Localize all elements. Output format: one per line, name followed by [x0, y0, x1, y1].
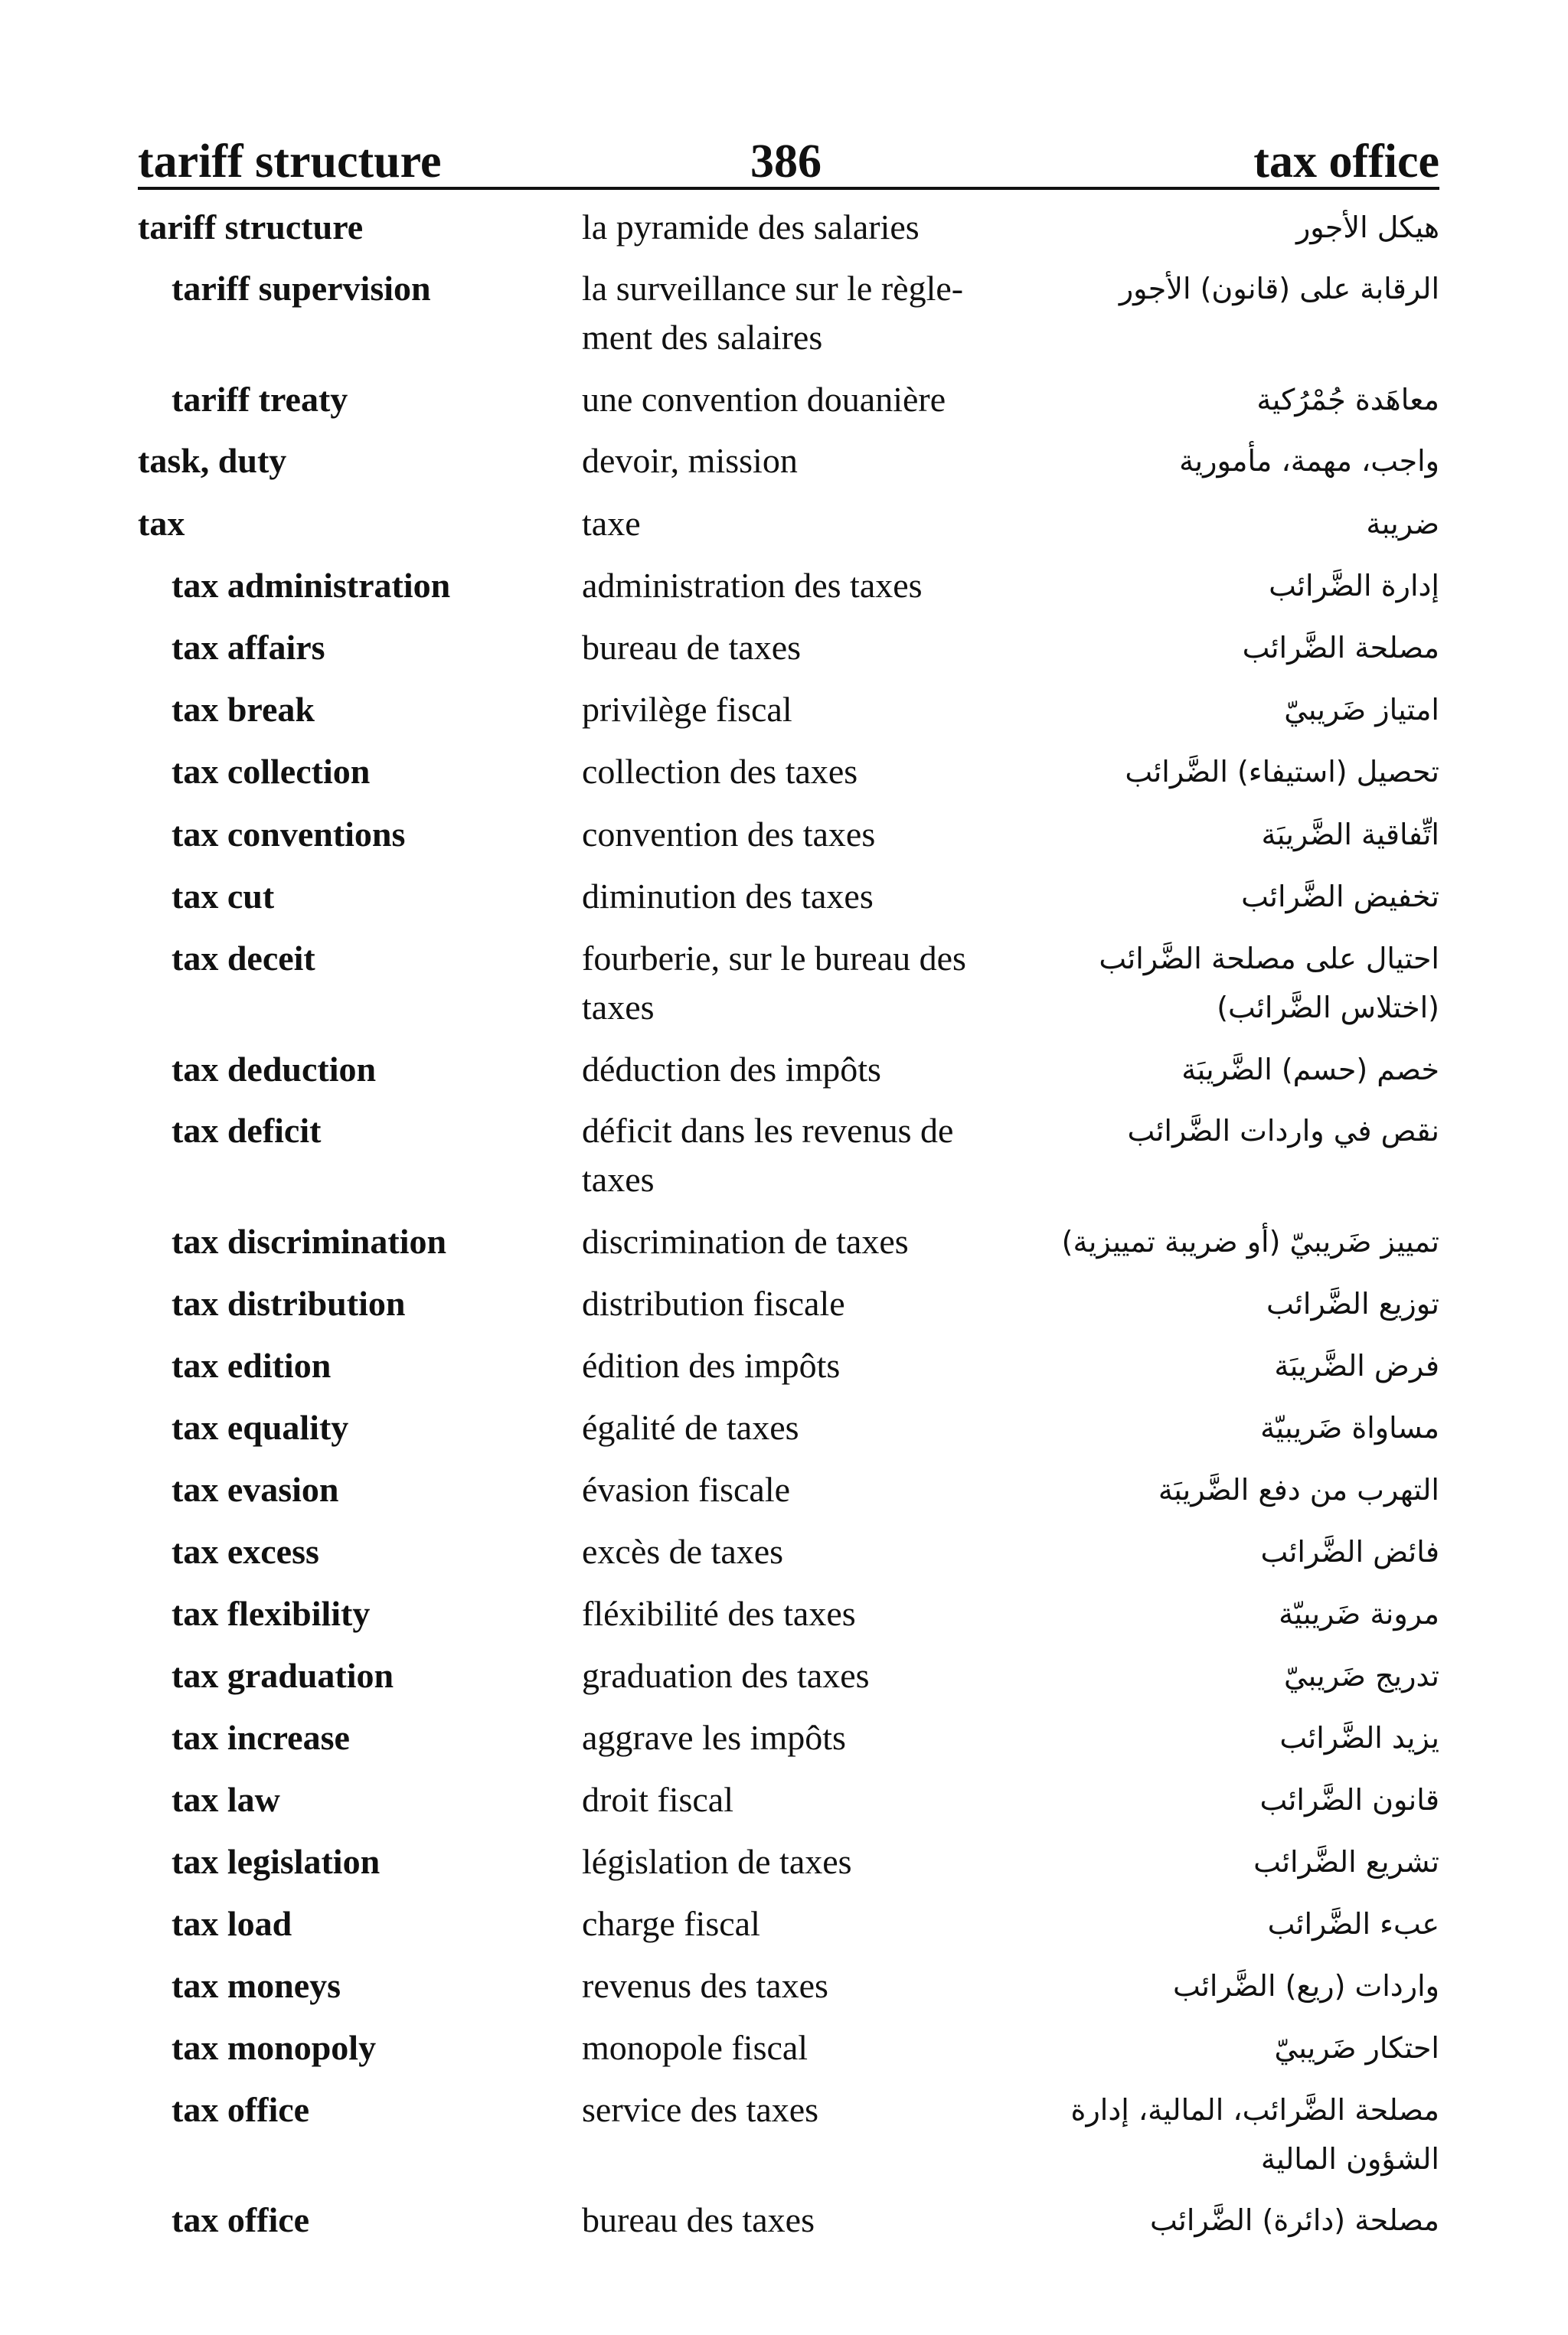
header-last-headword: tax office	[1253, 136, 1439, 188]
entry-french-term: bureau de taxes	[582, 628, 802, 667]
entry-english-term: tax cut	[172, 877, 275, 916]
entry-english-term: tax break	[172, 690, 315, 729]
entry-french-term: une convention douanière	[582, 380, 946, 419]
entry-french-term: égalité de taxes	[582, 1408, 799, 1447]
entry-english-term: tax conventions	[172, 815, 406, 854]
entry-french-term: aggrave les impôts	[582, 1718, 846, 1757]
entry-english-term: tariff structure	[138, 207, 364, 247]
running-header	[138, 129, 1439, 190]
entry-english-term: tax affairs	[172, 628, 325, 667]
entry-arabic-term: تخفيض الضَّرائب	[1241, 880, 1439, 913]
entry-arabic-term: مساواة ضَريبيّة	[1260, 1411, 1439, 1445]
entry-french-term: fléxibilité des taxes	[582, 1594, 856, 1633]
entry-english-term: tax deficit	[172, 1111, 322, 1150]
entry-french-term: devoir, mission	[582, 441, 798, 480]
entry-english-term: tax office	[172, 2090, 310, 2129]
entry-french-term: édition des impôts	[582, 1346, 841, 1385]
entry-english-term: tax collection	[172, 752, 371, 791]
entry-french-term: privilège fiscal	[582, 690, 792, 729]
entry-arabic-term: معاهَدة جُمْرُكية	[1256, 383, 1439, 416]
entry-arabic-term: فائض الضَّرائب	[1260, 1535, 1439, 1569]
entry-french-term: droit fiscal	[582, 1780, 733, 1819]
entry-arabic-term: واردات (ريع) الضَّرائب	[1173, 1969, 1439, 2003]
entry-french-term: graduation des taxes	[582, 1656, 870, 1695]
entry-arabic-term: إدارة الضَّرائب	[1269, 569, 1439, 603]
entry-arabic-term: نقص في واردات الضَّرائب	[1127, 1114, 1439, 1148]
entry-french-term: la surveillance sur le règle-ment des salaires	[582, 269, 964, 357]
entry-arabic-term: احتيال على مصلحة الضَّرائب (اختلاس الضَّرائب)	[1099, 942, 1439, 1024]
entry-arabic-term: قانون الضَّرائب	[1259, 1783, 1439, 1817]
entry-english-term: tax increase	[172, 1718, 350, 1757]
entry-arabic-term: عبء الضَّرائب	[1267, 1907, 1439, 1941]
entry-english-term: task, duty	[138, 441, 287, 480]
entry-arabic-term: هيكل الأجور	[1295, 211, 1439, 244]
entry-english-term: tax excess	[172, 1532, 319, 1571]
entry-english-term: tax discrimination	[172, 1222, 447, 1261]
entry-english-term: tax monopoly	[172, 2028, 377, 2067]
entry-arabic-term: تحصيل (استيفاء) الضَّرائب	[1125, 755, 1439, 789]
page-number: 386	[750, 136, 822, 188]
header-first-headword: tariff structure	[138, 136, 442, 188]
entry-english-term: tax legislation	[172, 1842, 381, 1881]
entry-english-term: tax equality	[172, 1408, 349, 1447]
entry-french-term: déduction des impôts	[582, 1050, 881, 1089]
entry-french-term: fourberie, sur le bureau des taxes	[582, 939, 966, 1027]
entry-arabic-term: تشريع الضَّرائب	[1253, 1845, 1439, 1879]
entry-arabic-term: احتكار ضَريبيّ	[1274, 2031, 1439, 2065]
entry-french-term: évasion fiscale	[582, 1470, 791, 1509]
entry-english-term: tax evasion	[172, 1470, 339, 1509]
entry-english-term: tax load	[172, 1904, 292, 1943]
entry-french-term: convention des taxes	[582, 815, 876, 854]
entry-french-term: législation de taxes	[582, 1842, 852, 1881]
entry-french-term: excès de taxes	[582, 1532, 784, 1571]
entry-arabic-term: مرونة ضَريبيّة	[1279, 1597, 1439, 1631]
entry-arabic-term: تمييز ضَريبيّ (أو ضريبة تمييزية)	[1061, 1225, 1439, 1259]
entry-english-term: tax flexibility	[172, 1594, 371, 1633]
entry-arabic-term: ضريبة	[1366, 507, 1439, 540]
entry-french-term: collection des taxes	[582, 752, 858, 791]
entry-english-term: tax deceit	[172, 939, 315, 978]
entry-french-term: diminution des taxes	[582, 877, 874, 916]
entry-english-term: tax edition	[172, 1346, 332, 1385]
entry-english-term: tax moneys	[172, 1966, 341, 2005]
entry-arabic-term: يزيد الضَّرائب	[1279, 1721, 1439, 1755]
entry-french-term: déficit dans les revenus de taxes	[582, 1111, 954, 1199]
entry-arabic-term: تدريج ضَريبيّ	[1283, 1659, 1439, 1693]
entry-arabic-term: اتِّفاقية الضَّريبَة	[1261, 818, 1439, 851]
entry-arabic-term: التهرب من دفع الضَّريبَة	[1158, 1473, 1439, 1507]
entry-french-term: distribution fiscale	[582, 1284, 845, 1323]
entry-arabic-term: توزيع الضَّرائب	[1266, 1287, 1439, 1321]
entry-french-term: administration des taxes	[582, 566, 923, 605]
entry-english-term: tax administration	[172, 566, 451, 605]
entry-arabic-term: الرقابة على (قانون) الأجور	[1119, 272, 1439, 305]
entry-english-term: tax graduation	[172, 1656, 394, 1695]
entry-english-term: tax law	[172, 1780, 280, 1819]
entry-arabic-term: فرض الضَّريبَة	[1274, 1349, 1439, 1383]
entry-arabic-term: واجب، مهمة، مأمورية	[1179, 444, 1439, 478]
entry-french-term: la pyramide des salaries	[582, 207, 920, 247]
entry-french-term: bureau des taxes	[582, 2200, 815, 2239]
entry-french-term: discrimination de taxes	[582, 1222, 909, 1261]
entry-french-term: charge fiscal	[582, 1904, 760, 1943]
entry-french-term: monopole fiscal	[582, 2028, 808, 2067]
entry-french-term: taxe	[582, 504, 641, 543]
entry-english-term: tariff treaty	[172, 380, 348, 419]
entry-arabic-term: مصلحة (دائرة) الضَّرائب	[1149, 2203, 1439, 2237]
entry-arabic-term: خصم (حسم) الضَّريبَة	[1181, 1053, 1439, 1086]
entry-english-term: tax	[138, 504, 185, 543]
entry-arabic-term: امتياز ضَريبيّ	[1284, 693, 1439, 727]
entry-english-term: tax distribution	[172, 1284, 406, 1323]
entry-english-term: tax office	[172, 2200, 310, 2239]
entry-arabic-term: مصلحة الضَّرائب	[1242, 631, 1439, 665]
entry-arabic-term: مصلحة الضَّرائب، المالية، إدارة الشؤون المالية	[1070, 2093, 1439, 2176]
entry-french-term: service des taxes	[582, 2090, 819, 2129]
entry-french-term: revenus des taxes	[582, 1966, 828, 2005]
entry-english-term: tariff supervision	[172, 269, 431, 308]
entry-english-term: tax deduction	[172, 1050, 377, 1089]
